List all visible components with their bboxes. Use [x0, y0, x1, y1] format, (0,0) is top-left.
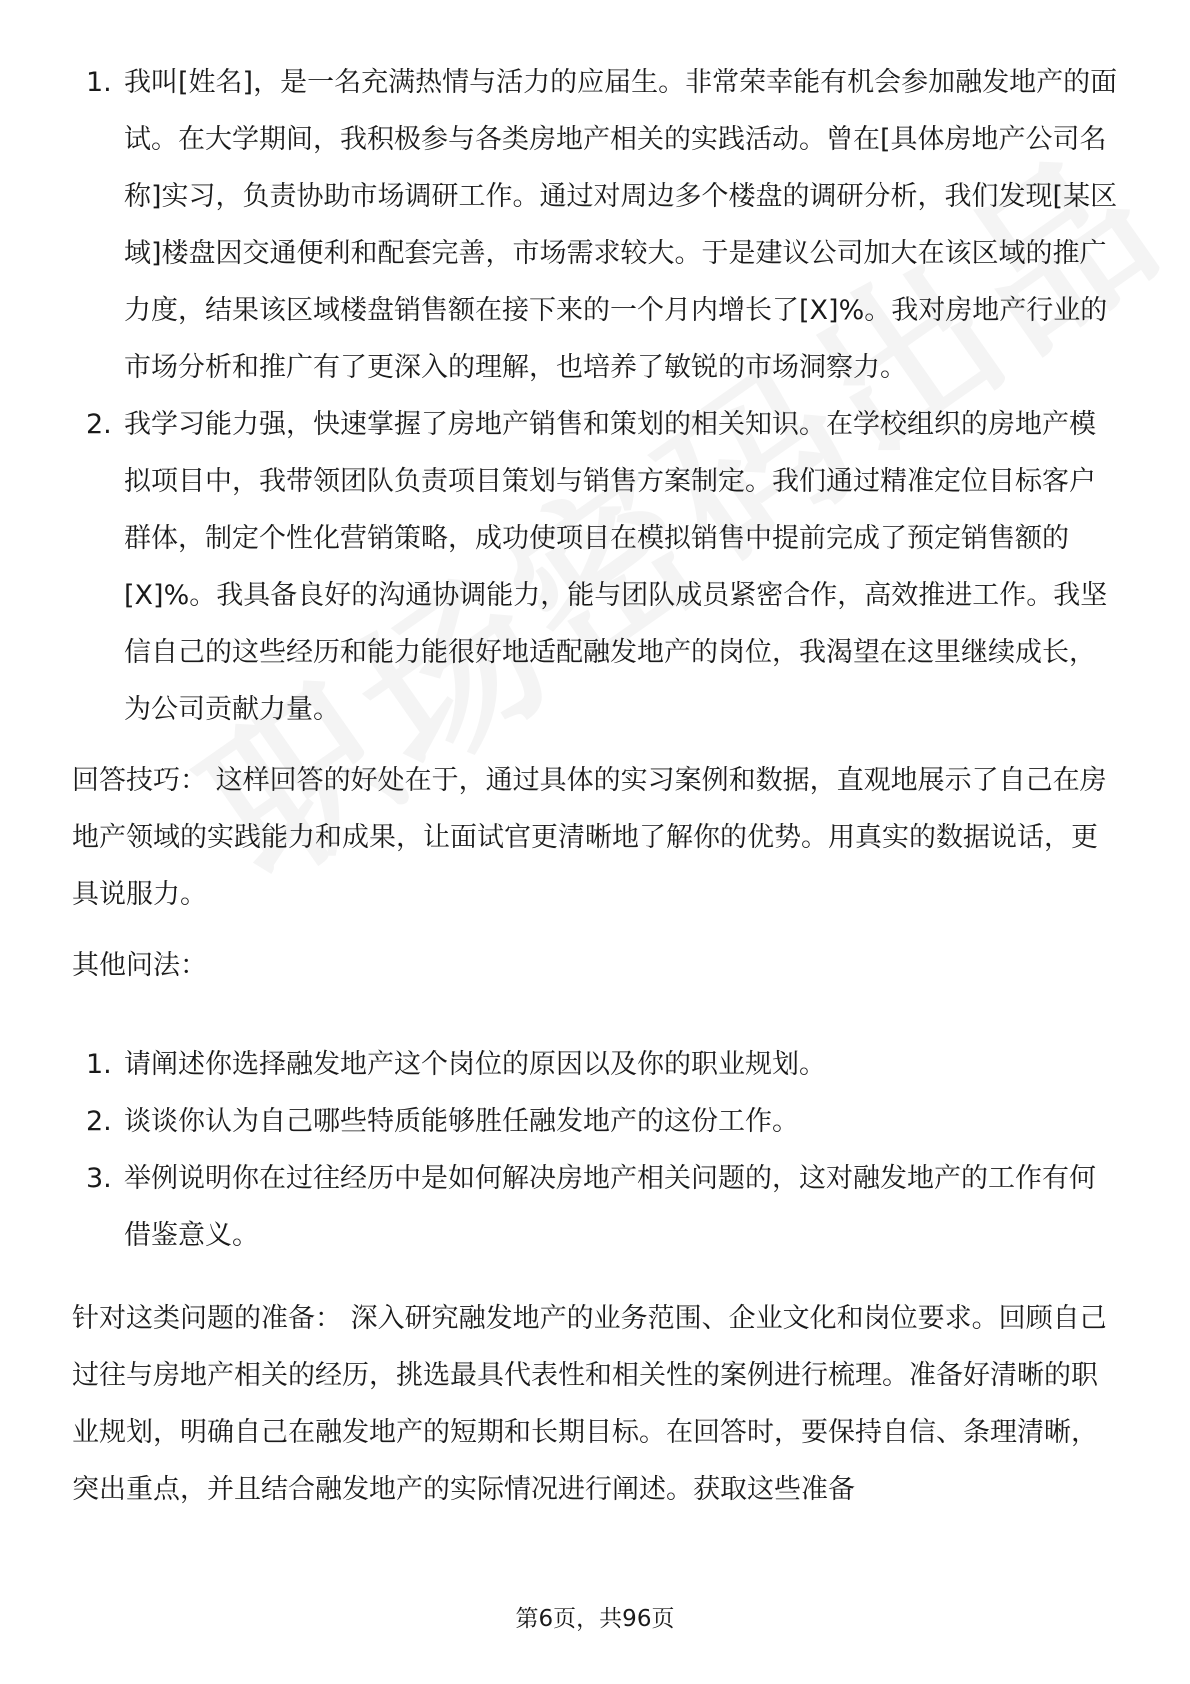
list-number: 1.: [86, 1049, 112, 1080]
list-text: 我叫[姓名]，是一名充满热情与活力的应届生。非常荣幸能有机会参加融发地产的面试。在大学期间，我积极参与各类房地产相关的实践活动。曾在[具体房地产公司名称]实习，负责协助市场调研工作。通过对周边多个楼盘的调研分析，我们发现[某区域]楼盘因交通便利和配套完善，市场需求较大。于是建议公司加大在该区域的推广力度，结果该区域楼盘销售额在接下来的一个月内增长了[X]%。我对房地产行业的市场分析和推广有了更深入的理解，也培养了敏锐的市场洞察力。: [124, 67, 1118, 383]
page-number: 第6页，共96页: [515, 1606, 675, 1632]
list-number: 2.: [86, 409, 112, 440]
list-item: [72, 1150, 1118, 1264]
list-item: [72, 1093, 1118, 1150]
answer-list: [72, 54, 1118, 738]
list-text: 举例说明你在过往经历中是如何解决房地产相关问题的，这对融发地产的工作有何借鉴意义。: [124, 1163, 1096, 1251]
list-item: [72, 54, 1118, 396]
other-questions-heading: 其他问法：: [72, 950, 207, 981]
list-text: 我学习能力强，快速掌握了房地产销售和策划的相关知识。在学校组织的房地产模拟项目中，我带领团队负责项目策划与销售方案制定。我们通过精准定位目标客户群体，制定个性化营销策略，成功使项目在模拟销售中提前完成了预定销售额的[X]%。我具备良好的沟通协调能力，能与团队成员紧密合作，高效推进工作。我坚信自己的这些经历和能力能很好地适配融发地产的岗位，我渴望在这里继续成长，为公司贡献力量。: [124, 409, 1108, 725]
preparation-paragraph: 针对这类问题的准备： 深入研究融发地产的业务范围、企业文化和岗位要求。回顾自己过往与房地产相关的经历，挑选最具代表性和相关性的案例进行梳理。准备好清晰的职业规划，明确自己在融发地产的短期和长期目标。在回答时，要保持自信、条理清晰，突出重点，并且结合融发地产的实际情况进行阐述。获取这些准备: [72, 1303, 1107, 1505]
list-text: 请阐述你选择融发地产这个岗位的原因以及你的职业规划。: [124, 1049, 826, 1080]
list-item: [72, 396, 1118, 738]
list-number: 1.: [86, 67, 112, 98]
list-number: 2.: [86, 1106, 112, 1137]
other-questions-list: [72, 1036, 1118, 1264]
list-number: 3.: [86, 1163, 112, 1194]
list-item: [72, 1036, 1118, 1093]
page-content: [72, 54, 1118, 1518]
list-text: 谈谈你认为自己哪些特质能够胜任融发地产的这份工作。: [124, 1106, 799, 1137]
tips-paragraph: 回答技巧： 这样回答的好处在于，通过具体的实习案例和数据，直观地展示了自己在房地产领域的实践能力和成果，让面试官更清晰地了解你的优势。用真实的数据说话，更具说服力。: [72, 765, 1107, 910]
